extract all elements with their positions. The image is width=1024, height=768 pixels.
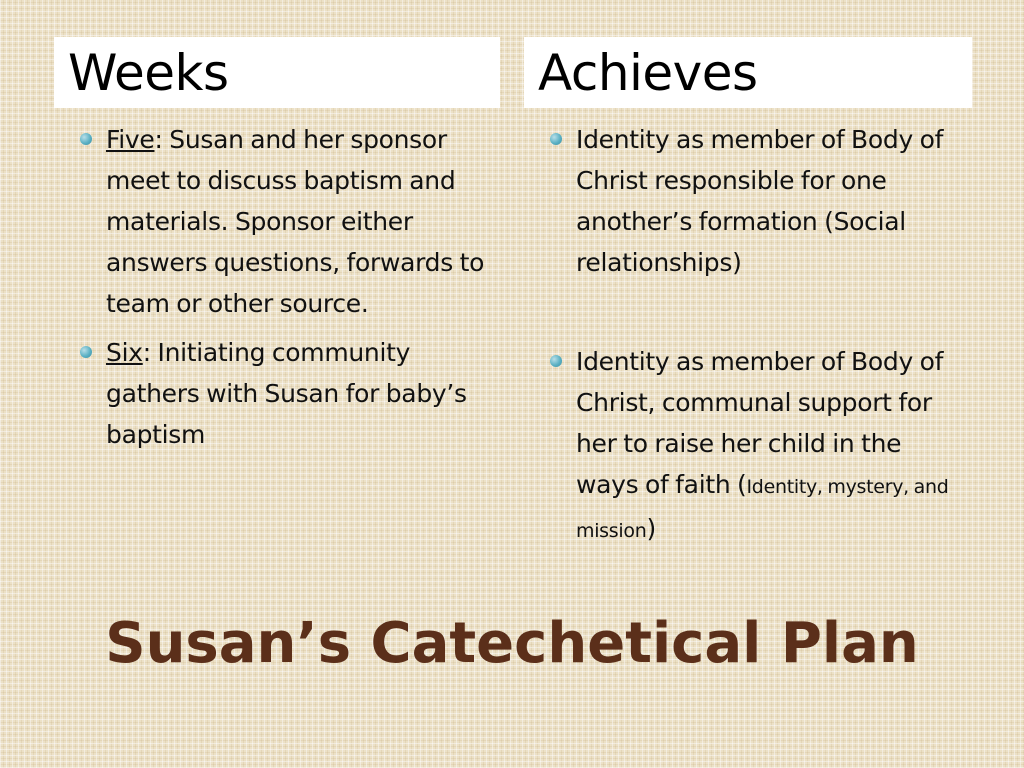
week-label: Six (106, 338, 143, 367)
week-separator: : (142, 338, 151, 367)
slide-title: Susan’s Catechetical Plan (105, 611, 919, 676)
week-text: Susan and her sponsor meet to discuss baptism and materials. Sponsor either answers questions, forwards to team or other source. (106, 125, 485, 318)
achieves-header (524, 37, 972, 108)
week-separator: : (154, 125, 163, 154)
achieves-header-label: Achieves (538, 44, 758, 102)
achieve-close: ) (646, 514, 656, 543)
list-item (80, 332, 498, 455)
bullet-icon (80, 133, 92, 145)
weeks-header-label: Weeks (68, 44, 229, 102)
list-item (550, 119, 970, 283)
achieves-list (550, 119, 970, 552)
achieves-column (550, 119, 970, 552)
list-item (550, 341, 970, 552)
achieve-note: Identity, mystery, and mission (576, 476, 949, 542)
week-label: Five (106, 125, 155, 154)
bullet-icon (80, 346, 92, 358)
weeks-header (54, 37, 500, 108)
bullet-icon (550, 133, 562, 145)
list-item (80, 119, 498, 324)
weeks-list (80, 119, 498, 455)
weeks-column (80, 119, 498, 455)
week-text: Initiating community gathers with Susan for baby’s baptism (106, 338, 467, 449)
achieve-text: Identity as member of Body of Christ, communal support for her to raise her child in the ways of faith ( (576, 347, 944, 499)
bullet-icon (550, 355, 562, 367)
achieve-text: Identity as member of Body of Christ responsible for one another’s formation (Social relationships) (576, 125, 944, 277)
